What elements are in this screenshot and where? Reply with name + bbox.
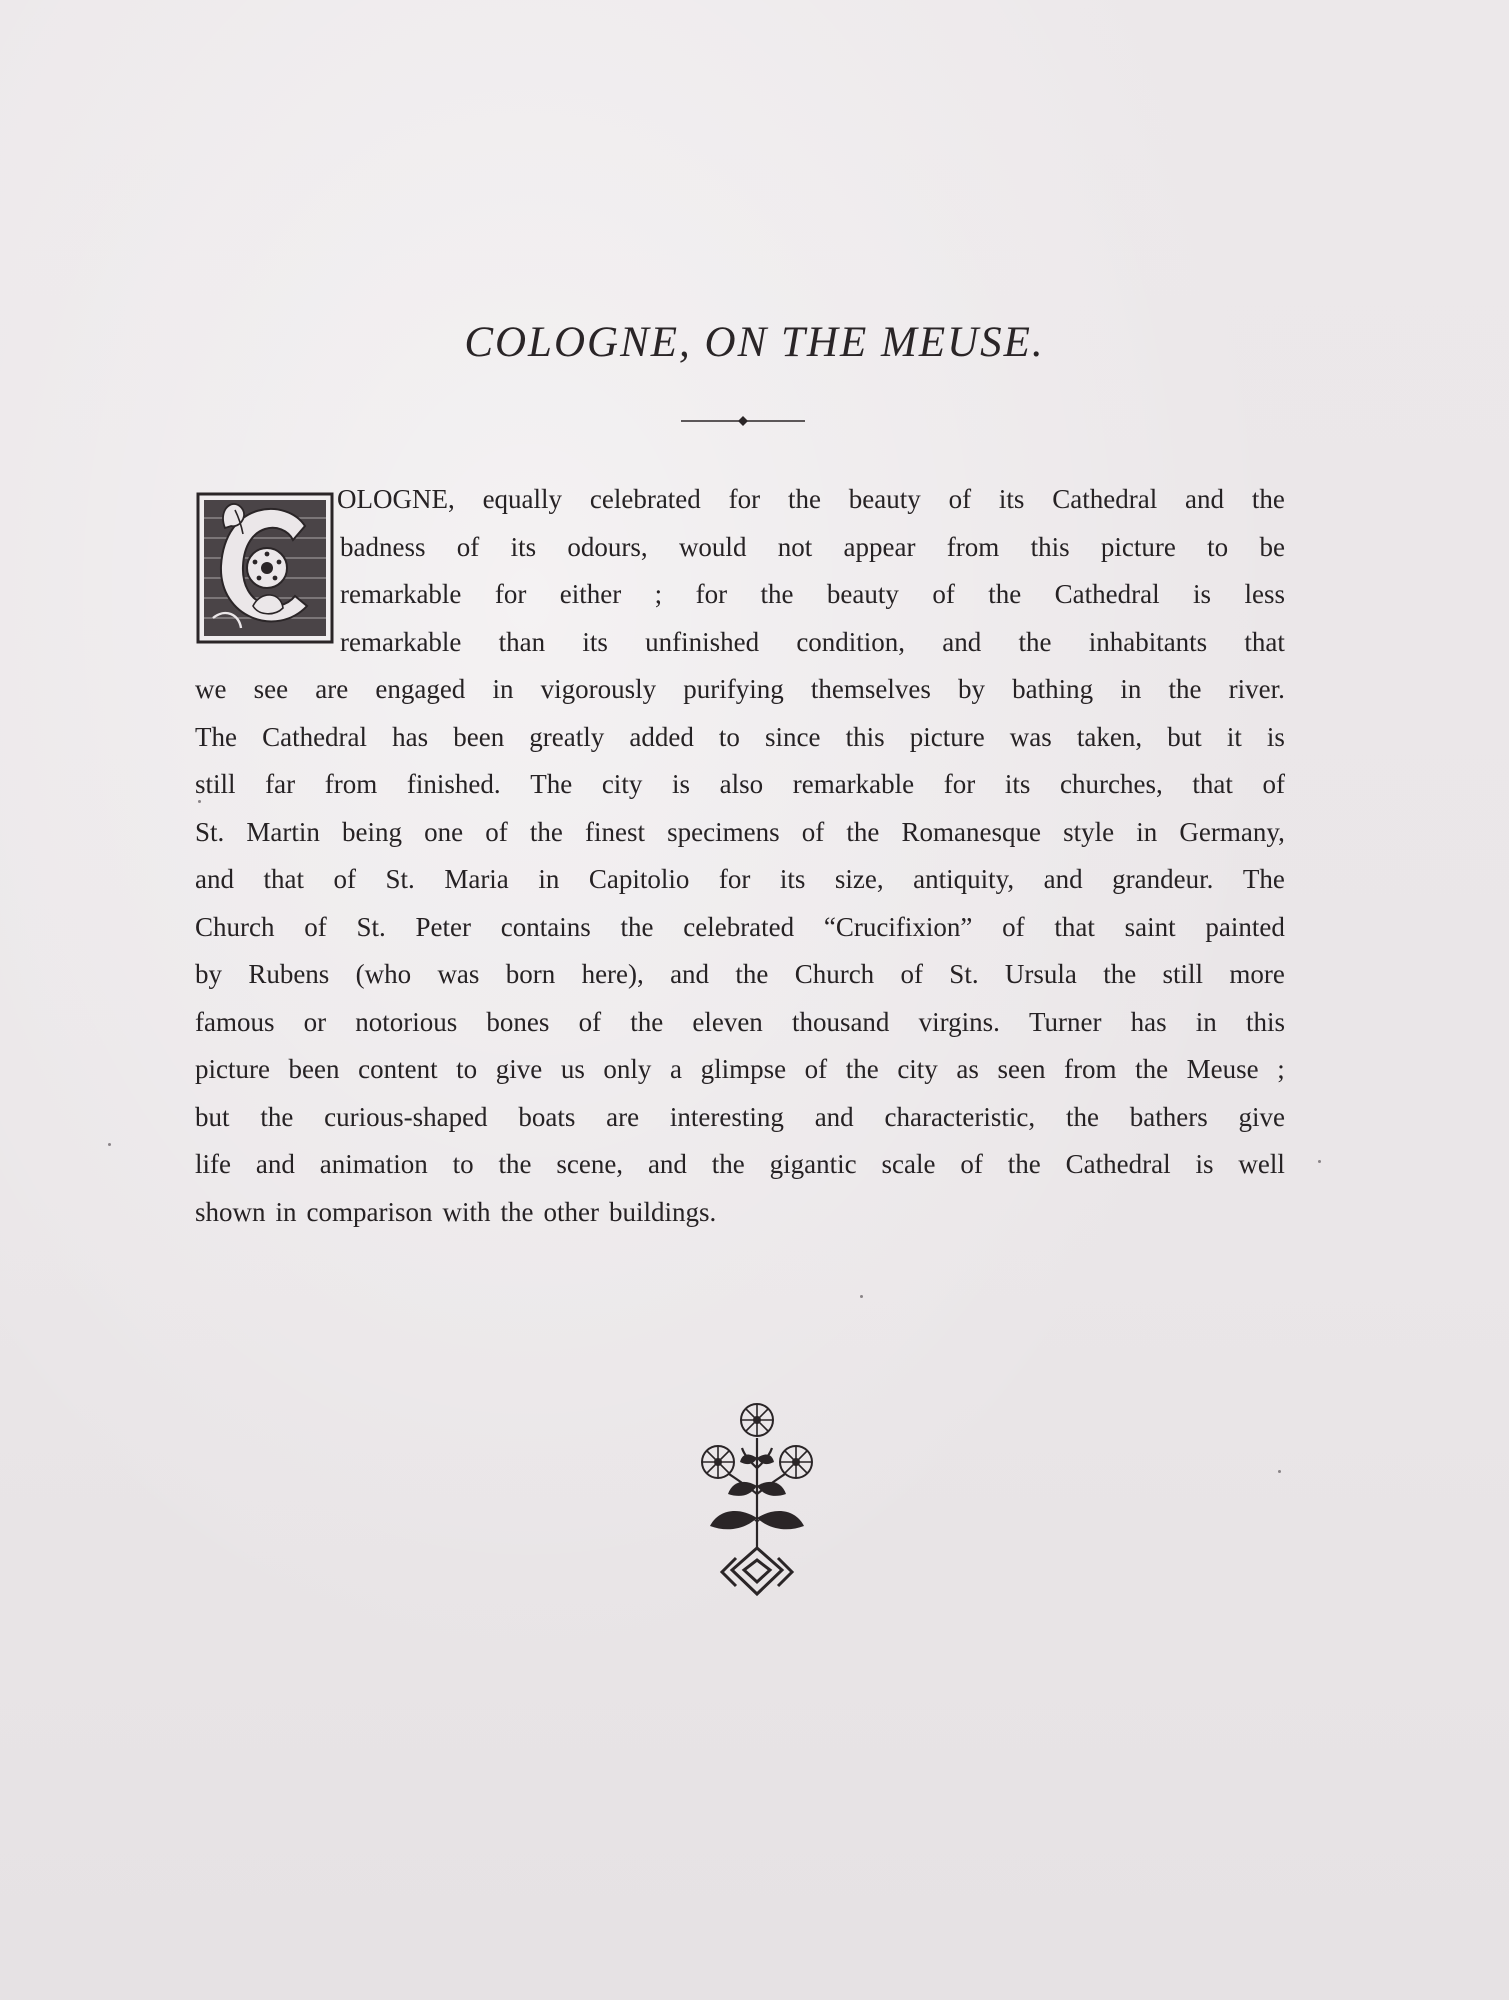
text-line <box>195 1046 1285 1094</box>
text-word: city <box>897 1054 938 1084</box>
text-word: the <box>845 1054 879 1084</box>
text-word: picture <box>909 721 985 752</box>
text-word: the <box>1007 1149 1041 1179</box>
text-word: born <box>505 959 556 989</box>
text-word: less <box>1244 579 1285 609</box>
text-word: for <box>718 864 751 894</box>
text-word: comparison <box>306 1196 433 1227</box>
text-line <box>195 1189 1285 1237</box>
text-line <box>195 761 1285 809</box>
text-word: we <box>195 674 227 704</box>
text-line <box>195 714 1285 762</box>
text-word: the <box>260 1101 294 1132</box>
text-word: Martin <box>246 816 320 847</box>
text-word: far <box>265 769 296 799</box>
text-word: of <box>801 816 825 847</box>
text-word: condition, <box>796 626 906 657</box>
text-word: celebrated <box>683 911 795 942</box>
text-word: its <box>779 864 806 894</box>
text-word: the <box>529 816 563 847</box>
text-word: Church <box>794 959 875 989</box>
text-word: unfinished <box>645 626 760 657</box>
text-word: of <box>304 911 327 942</box>
text-word: see <box>253 674 289 704</box>
text-word: The <box>195 721 237 752</box>
text-word: also <box>719 769 764 799</box>
text-line <box>195 1094 1285 1142</box>
text-word: themselves <box>810 674 931 704</box>
text-word: Cathedral <box>262 721 368 752</box>
text-word: the <box>620 911 654 942</box>
text-word: and <box>1043 864 1083 894</box>
text-word: the <box>711 1149 745 1179</box>
text-word: the <box>988 579 1022 609</box>
text-word: Rubens <box>248 959 330 989</box>
text-line <box>195 856 1285 904</box>
text-word: vigorously <box>540 674 657 704</box>
text-word: saint <box>1124 911 1176 942</box>
text-word: of <box>456 531 480 562</box>
text-word: remarkable <box>340 579 462 609</box>
text-word: that <box>263 864 304 894</box>
text-word: than <box>498 626 546 657</box>
text-word: greatly <box>529 721 605 752</box>
text-word: it <box>1226 721 1242 752</box>
text-word: picture <box>1100 531 1176 562</box>
text-word: finished. <box>406 769 501 799</box>
paper-speck <box>198 800 201 803</box>
text-line <box>195 524 1285 572</box>
text-word: finest <box>585 816 646 847</box>
text-word: give <box>495 1054 543 1084</box>
text-word: OLOGNE, <box>337 484 455 514</box>
diamond-rule-icon <box>681 414 805 428</box>
text-word: the <box>1018 626 1052 657</box>
text-word: thousand <box>791 1006 890 1037</box>
text-word: inhabitants <box>1088 626 1208 657</box>
text-word: the <box>1065 1101 1099 1132</box>
text-word: Cathedral <box>1052 484 1158 514</box>
text-word: size, <box>834 864 884 894</box>
text-word: give <box>1238 1101 1285 1132</box>
text-word: the <box>846 816 880 847</box>
text-word: city <box>601 769 643 799</box>
text-word: are <box>315 674 349 704</box>
text-word: to <box>718 721 740 752</box>
text-word: scale <box>881 1149 936 1179</box>
text-word: river. <box>1228 674 1285 704</box>
text-word: from <box>946 531 1000 562</box>
text-word: glimpse <box>700 1054 787 1084</box>
text-word: antiquity, <box>913 864 1015 894</box>
text-word: its <box>1004 769 1031 799</box>
text-word: to <box>452 1149 474 1179</box>
text-word: St. <box>356 911 386 942</box>
text-word: taken, <box>1076 721 1143 752</box>
text-word: bones <box>486 1006 550 1037</box>
page-title: COLOGNE, ON THE MEUSE. <box>464 319 1045 366</box>
text-word: the <box>1135 1054 1169 1084</box>
text-word: is <box>1193 579 1212 609</box>
text-word: odours, <box>567 531 648 562</box>
text-word: celebrated <box>589 484 701 514</box>
text-word: the <box>1103 959 1137 989</box>
text-word: being <box>342 816 403 847</box>
text-word: and <box>647 1149 687 1179</box>
text-word: bathing <box>1012 674 1094 704</box>
text-word: been <box>453 721 505 752</box>
text-word: engaged <box>375 674 466 704</box>
text-word: of <box>948 484 972 514</box>
text-word: badness <box>340 531 426 562</box>
paper-speck <box>860 1295 863 1298</box>
text-word: other <box>543 1196 600 1227</box>
text-word: and <box>814 1101 854 1132</box>
text-word: appear <box>843 531 916 562</box>
text-word: that <box>1054 911 1095 942</box>
text-word: us <box>560 1054 585 1084</box>
text-word: was <box>1009 721 1052 752</box>
text-word: with <box>442 1196 491 1227</box>
text-word: here), <box>581 959 644 989</box>
text-word: characteristic, <box>884 1101 1036 1132</box>
text-word: been <box>288 1054 340 1084</box>
text-word: still <box>195 769 236 799</box>
text-word: the <box>498 1149 532 1179</box>
text-word: and <box>255 1149 295 1179</box>
text-word: for <box>695 579 728 609</box>
text-word: of <box>804 1054 828 1084</box>
paper-speck <box>1318 1160 1321 1163</box>
text-word: specimens <box>667 816 780 847</box>
text-word: of <box>333 864 357 894</box>
text-word: ; <box>1277 1054 1285 1084</box>
text-word: beauty <box>848 484 921 514</box>
text-word: for <box>494 579 527 609</box>
text-word: to <box>1207 531 1229 562</box>
text-word: its <box>510 531 537 562</box>
text-word: from <box>1064 1054 1117 1084</box>
text-word: life <box>195 1149 231 1179</box>
text-word: St. <box>949 959 979 989</box>
text-word: the <box>735 959 769 989</box>
text-word: The <box>1242 864 1285 894</box>
text-word: shown <box>195 1196 266 1227</box>
text-word: beauty <box>826 579 899 609</box>
text-word: Maria <box>444 864 509 894</box>
text-word: to <box>456 1054 478 1084</box>
text-word: notorious <box>355 1006 458 1037</box>
text-word: this <box>1030 531 1070 562</box>
text-word: are <box>606 1101 640 1132</box>
text-word: remarkable <box>340 626 462 657</box>
text-word: either <box>559 579 622 609</box>
text-word: more <box>1229 959 1285 989</box>
text-word: the <box>1251 484 1285 514</box>
text-word: but <box>1167 721 1202 752</box>
text-word: Peter <box>415 911 471 942</box>
text-word: and <box>942 626 982 657</box>
text-word: of <box>1262 769 1285 799</box>
text-line <box>195 809 1285 857</box>
text-word: of <box>1002 911 1025 942</box>
text-word: gigantic <box>769 1149 857 1179</box>
text-word: St. <box>385 864 415 894</box>
text-word: in <box>275 1196 297 1227</box>
text-word: for <box>728 484 761 514</box>
text-line <box>195 1141 1285 1189</box>
text-word: churches, <box>1060 769 1163 799</box>
text-line <box>195 619 1285 667</box>
text-line <box>195 571 1285 619</box>
text-line <box>195 951 1285 999</box>
text-word: or <box>303 1006 327 1037</box>
text-word: “Crucifixion” <box>823 911 973 942</box>
text-word: style <box>1063 816 1115 847</box>
text-word: added <box>629 721 694 752</box>
text-word: has <box>1130 1006 1167 1037</box>
text-word: its <box>582 626 608 657</box>
text-line <box>195 476 1285 524</box>
text-word: only <box>603 1054 652 1084</box>
text-word: virgins. <box>918 1006 1000 1037</box>
text-word: ; <box>654 579 663 609</box>
text-line <box>195 666 1285 714</box>
text-word: The <box>530 769 573 799</box>
text-word: animation <box>319 1149 428 1179</box>
text-word: St. <box>195 816 225 847</box>
paper-speck <box>1278 1470 1281 1473</box>
flower-bouquet-icon <box>692 1398 822 1604</box>
text-word: bathers <box>1129 1101 1208 1132</box>
text-word: the <box>500 1196 534 1227</box>
text-word: in <box>492 674 514 704</box>
text-word: (who <box>355 959 412 989</box>
text-word: scene, <box>556 1149 624 1179</box>
text-word: the <box>787 484 821 514</box>
text-word: seen <box>997 1054 1046 1084</box>
text-word: content <box>358 1054 438 1084</box>
text-word: one <box>424 816 464 847</box>
text-word: Cathedral <box>1065 1149 1171 1179</box>
text-word: Church <box>195 911 275 942</box>
text-word: the <box>1168 674 1202 704</box>
body-text <box>195 476 1285 1236</box>
text-word: still <box>1162 959 1204 989</box>
text-word: and <box>1185 484 1225 514</box>
text-word: from <box>324 769 378 799</box>
text-word: of <box>960 1149 983 1179</box>
text-word: a <box>670 1054 682 1084</box>
text-word: its <box>998 484 1025 514</box>
text-word: picture <box>195 1054 270 1084</box>
text-word: in <box>538 864 560 894</box>
text-word: this <box>845 721 885 752</box>
text-word: not <box>777 531 813 562</box>
text-line <box>195 999 1285 1047</box>
text-word: is <box>671 769 690 799</box>
text-word: of <box>932 579 955 609</box>
text-word: painted <box>1205 911 1285 942</box>
text-word: in <box>1136 816 1158 847</box>
text-word: boats <box>518 1101 576 1132</box>
text-word: well <box>1238 1149 1285 1179</box>
text-word: the <box>760 579 794 609</box>
floral-initial-icon <box>195 488 335 646</box>
text-word: as <box>956 1054 979 1084</box>
text-word: by <box>195 959 222 989</box>
text-word: that <box>1244 626 1285 657</box>
text-word: was <box>437 959 480 989</box>
text-line <box>195 904 1285 952</box>
paper-speck <box>108 1143 111 1146</box>
text-word: interesting <box>669 1101 784 1132</box>
text-word: Ursula <box>1004 959 1077 989</box>
text-word: is <box>1266 721 1285 752</box>
text-word: remarkable <box>792 769 915 799</box>
text-word: by <box>958 674 986 704</box>
text-word: grandeur. <box>1112 864 1214 894</box>
text-word: Cathedral <box>1054 579 1160 609</box>
text-word: of <box>485 816 508 847</box>
text-word: Turner <box>1028 1006 1102 1037</box>
text-word: the <box>630 1006 664 1037</box>
text-word: famous <box>195 1006 275 1037</box>
text-word: since <box>765 721 821 752</box>
text-word: would <box>678 531 747 562</box>
text-word: of <box>900 959 923 989</box>
text-word: that <box>1192 769 1233 799</box>
text-word: Germany, <box>1179 816 1285 847</box>
text-word: and <box>195 864 234 894</box>
text-word: for <box>943 769 976 799</box>
text-word: equally <box>482 484 563 514</box>
text-word: but <box>195 1101 230 1132</box>
text-word: in <box>1120 674 1142 704</box>
text-word: and <box>670 959 710 989</box>
text-word: buildings. <box>609 1196 717 1227</box>
text-word: in <box>1195 1006 1217 1037</box>
text-word: this <box>1245 1006 1285 1037</box>
text-word: curious-shaped <box>324 1101 488 1132</box>
text-word: Capitolio <box>588 864 690 894</box>
text-word: Romanesque <box>901 816 1041 847</box>
text-word: eleven <box>692 1006 763 1037</box>
text-word: Meuse <box>1186 1054 1259 1084</box>
text-word: of <box>578 1006 602 1037</box>
text-word: has <box>392 721 429 752</box>
text-word: is <box>1195 1149 1214 1179</box>
text-word: purifying <box>683 674 784 704</box>
text-word: be <box>1259 531 1285 562</box>
text-word: contains <box>500 911 591 942</box>
